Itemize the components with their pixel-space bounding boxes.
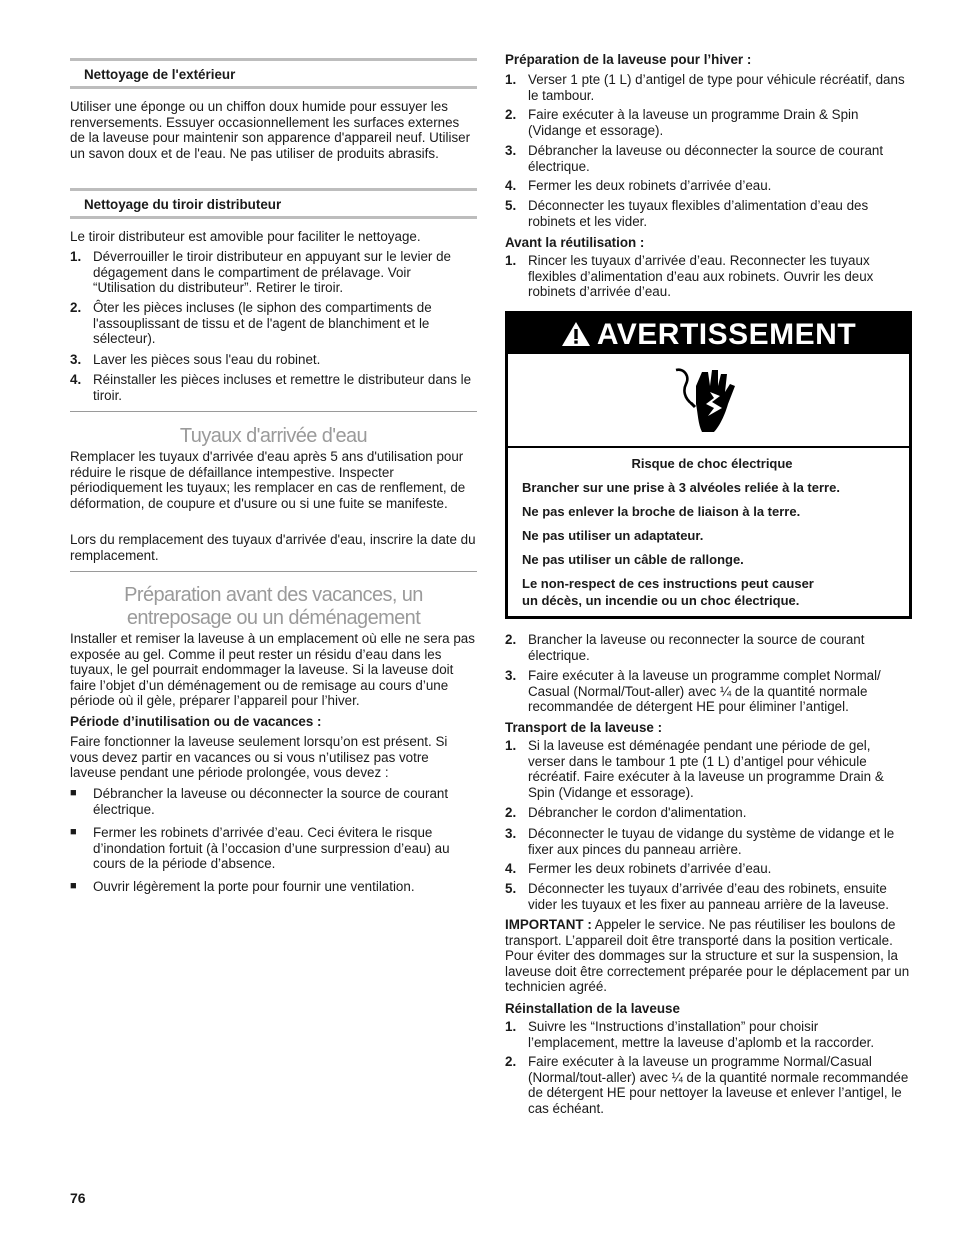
bullet-icon: ■ — [70, 880, 77, 892]
list-text: Brancher la laveuse ou reconnecter la source de courant électrique. — [528, 632, 865, 663]
bullet-icon: ■ — [70, 826, 77, 838]
subheading: Transport de la laveuse : — [505, 720, 663, 735]
list-text: Suivre les “Instructions d’installation” pour choisir l’emplacement, mettre la laveuse d’aplomb et la raccorder. — [528, 1019, 875, 1050]
warning-title-row — [508, 320, 909, 350]
list-number: 2. — [505, 632, 517, 647]
list-number: 5. — [505, 881, 517, 896]
list-text: Déverrouiller le tiroir distributeur en appuyant sur le levier de dégagement dans le compartiment de prélavage. Voir “Utilisation du distributeur”. Retirer le tiroir. — [93, 249, 451, 296]
subheading: Réinstallation de la laveuse — [505, 1001, 680, 1016]
list-text: Débrancher la laveuse ou déconnecter la source de courant électrique. — [528, 143, 884, 174]
warning-icon-row — [508, 354, 909, 448]
list-number: 2. — [505, 107, 517, 122]
paragraph: Faire fonctionner la laveuse seulement lorsqu’on est présent. Si vous devez partir en vacances ou si vous n’utilisez pas votre laveuse pendant une période prolongée, vous devez : — [70, 734, 448, 781]
bullet-text: Débrancher la laveuse ou déconnecter la source de courant électrique. — [93, 786, 449, 817]
list-text: Débrancher le cordon d'alimentation. — [528, 805, 747, 820]
list-text: Rincer les tuyaux d’arrivée d’eau. Reconnecter les tuyaux flexibles d’alimentation d’eau aux robinets. Ouvrir les deux robinets d’arrivée d’eau. — [528, 253, 874, 300]
list-number: 5. — [505, 198, 517, 213]
warning-consequence-line: Le non-respect de ces instructions peut causer — [522, 576, 814, 591]
list-number: 4. — [505, 861, 517, 876]
list-number: 1. — [505, 738, 517, 753]
list-number: 1. — [505, 72, 517, 87]
paragraph: Lors du remplacement des tuyaux d'arrivée d'eau, inscrire la date du remplacement. — [70, 532, 476, 563]
list-number: 2. — [505, 1054, 517, 1069]
paragraph: Installer et remiser la laveuse à un emplacement où elle ne sera pas exposée au gel. Comme il peut rester un résidu d’eau dans les tuyaux, le gel pourrait endommager la laveuse. Si la laveuse doit faire l’objet d’un déménagement ou de remisage au cours d’une période où il gèle, préparer l’appareil pour l’hiver. — [70, 631, 475, 709]
section-title-line: Préparation avant des vacances, un — [124, 584, 423, 606]
list-number: 4. — [70, 372, 82, 387]
page-number: 76 — [70, 1190, 86, 1206]
list-number: 1. — [505, 253, 517, 268]
list-number: 3. — [70, 352, 82, 367]
warning-risk: Risque de choc électrique — [631, 456, 793, 471]
list-text: Fermer les deux robinets d’arrivée d’eau. — [528, 178, 772, 193]
subheading: Avant la réutilisation : — [505, 235, 645, 250]
section-heading-bar — [70, 188, 477, 219]
list-text: Verser 1 pte (1 L) d’antigel de type pour véhicule récréatif, dans le tambour. — [528, 72, 905, 103]
warning-line: Ne pas enlever la broche de liaison à la terre. — [522, 504, 801, 519]
important-note — [505, 917, 910, 995]
list-text: Réinstaller les pièces incluses et remettre le distributeur dans le tiroir. — [93, 372, 472, 403]
list-number: 1. — [505, 1019, 517, 1034]
bullet-text: Ouvrir légèrement la porte pour fournir une ventilation. — [93, 879, 415, 894]
section-title-line: entreposage ou un déménagement — [126, 607, 421, 629]
warning-box — [505, 311, 912, 619]
list-number: 2. — [70, 300, 82, 315]
important-text: Appeler le service. Ne pas réutiliser les boulons de transport. L’appareil doit être transporté dans la position verticale. Pour éviter des dommages sur la structure et sur la suspension, la laveuse doit être correctement préparée pour le déplacement par un technicien agréé. — [505, 917, 910, 995]
paragraph: Utiliser une éponge ou un chiffon doux humide pour essuyer les renversements. Essuyer occasionnellement les surfaces externes de la laveuse pour maintenir son apparence d'appareil neuf. Utiliser un savon doux et de l'eau. Ne pas utiliser de produits abrasifs. — [70, 99, 471, 161]
warning-line: Brancher sur une prise à 3 alvéoles reliée à la terre. — [522, 480, 840, 495]
divider — [70, 571, 477, 572]
list-number: 3. — [505, 668, 517, 683]
warning-header — [508, 314, 909, 354]
list-text: Faire exécuter à la laveuse un programme Normal/Casual (Normal/tout-aller) avec ¼ de la quantité normale recommandée de détergent HE pour nettoyer la laveuse et enlever l’antigel, le cas échéant. — [528, 1054, 909, 1116]
list-text: Laver les pièces sous l'eau du robinet. — [93, 352, 321, 367]
warning-triangle-icon — [561, 321, 591, 347]
divider — [70, 411, 477, 412]
subheading: Préparation de la laveuse pour l’hiver : — [505, 52, 752, 67]
list-number: 1. — [70, 249, 82, 264]
section-heading-bar — [70, 58, 477, 89]
warning-title: AVERTISSEMENT — [596, 318, 857, 351]
paragraph: Remplacer les tuyaux d'arrivée d'eau après 5 ans d'utilisation pour réduire le risque de défaillance intempestive. Inspecter périodiquement les tuyaux; les remplacer en cas de renflement, de déformation, de coupure et d'usure ou si une fuite se manifeste. — [70, 449, 466, 511]
list-number: 3. — [505, 826, 517, 841]
section-heading: Nettoyage du tiroir distributeur — [84, 197, 282, 212]
bullet-icon: ■ — [70, 787, 77, 799]
list-number: 3. — [505, 143, 517, 158]
section-heading: Nettoyage de l'extérieur — [84, 67, 236, 82]
section-title: Tuyaux d'arrivée d'eau — [179, 425, 368, 447]
list-number: 4. — [505, 178, 517, 193]
bullet-text: Fermer les robinets d’arrivée d’eau. Ceci évitera le risque d’inondation fortuit (à l’occasion d’une surpression d’eau) au cours de la période d’absence. — [93, 825, 450, 872]
list-text: Fermer les deux robinets d’arrivée d’eau. — [528, 861, 772, 876]
list-text: Ôter les pièces incluses (le siphon des compartiments de l'assouplissant de tissu et de l'agent de blanchiment et le sélecteur). — [93, 300, 432, 347]
warning-line: Ne pas utiliser un adaptateur. — [522, 528, 704, 543]
list-text: Déconnecter les tuyaux d’arrivée d’eau des robinets, ensuite vider les tuyaux et les fixer au panneau arrière de la laveuse. — [528, 881, 890, 912]
list-text: Si la laveuse est déménagée pendant une période de gel, verser dans le tambour 1 pte (1 L) d’antigel pour véhicule récréatif. Faire exécuter à la laveuse un programme Drain & Spin (Vidange et essorage). — [528, 738, 884, 800]
list-text: Déconnecter le tuyau de vidange du système de vidange et le fixer aux pinces du panneau arrière. — [528, 826, 895, 857]
list-text: Faire exécuter à la laveuse un programme complet Normal/ Casual (Normal/Tout-aller) avec ¼ de la quantité normale recommandée de détergent HE pour éliminer l’antigel. — [528, 668, 881, 715]
list-text: Faire exécuter à la laveuse un programme Drain & Spin (Vidange et essorage). — [528, 107, 859, 138]
warning-consequence-line: un décès, un incendie ou un choc électrique. — [522, 593, 800, 608]
important-label: IMPORTANT : — [505, 917, 592, 932]
paragraph: Le tiroir distributeur est amovible pour faciliter le nettoyage. — [70, 229, 421, 244]
list-text: Déconnecter les tuyaux flexibles d’alimentation d’eau des robinets et les vider. — [528, 198, 869, 229]
warning-line: Ne pas utiliser un câble de rallonge. — [522, 552, 744, 567]
subheading: Période d’inutilisation ou de vacances : — [70, 714, 322, 729]
electric-shock-hand-icon — [670, 366, 738, 436]
list-number: 2. — [505, 805, 517, 820]
